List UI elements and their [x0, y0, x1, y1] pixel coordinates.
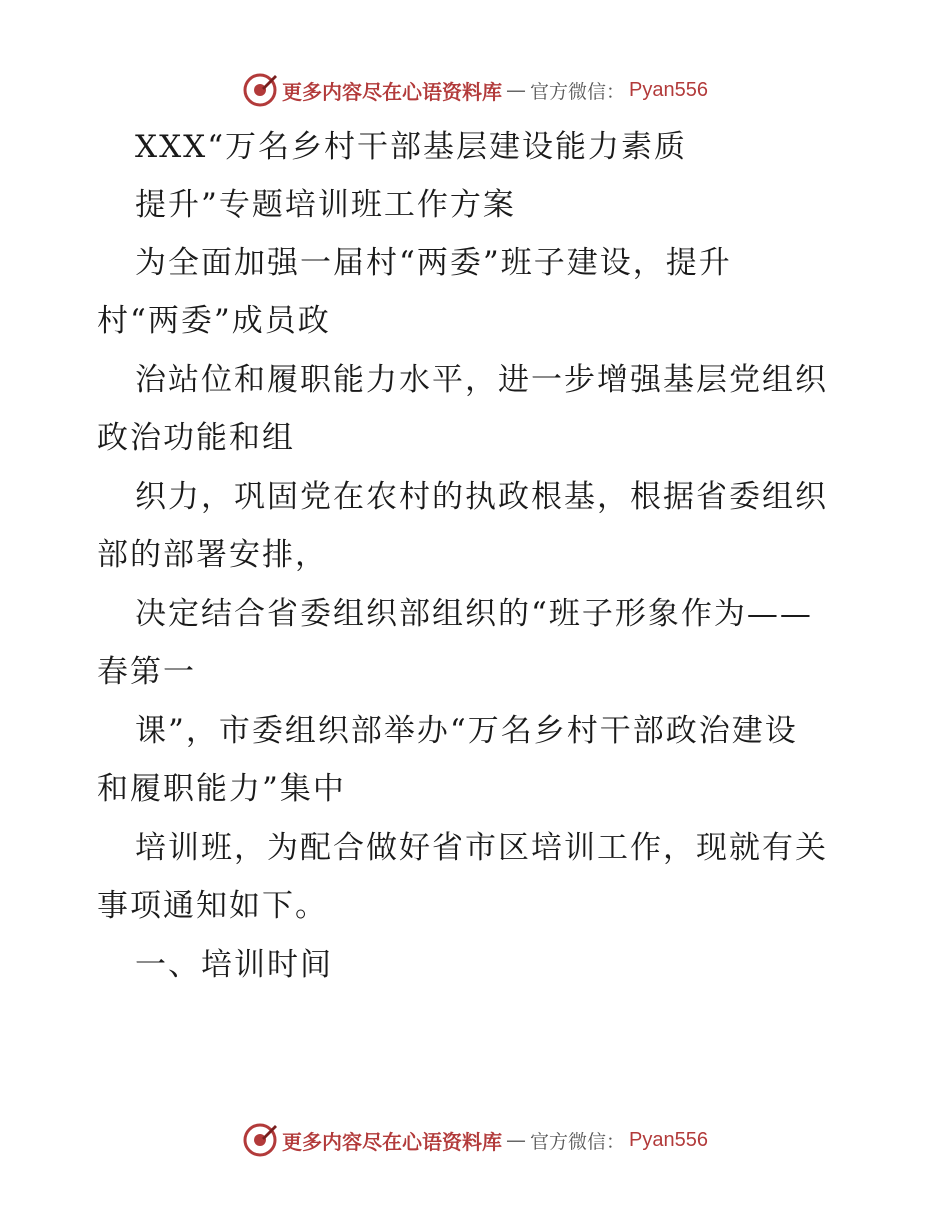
pen-logo-icon: [242, 1122, 278, 1158]
watermark-dash: —: [506, 1128, 526, 1152]
doc-line: 事项通知如下。: [97, 888, 328, 924]
watermark-brand: 更多内容尽在心语资料库: [282, 79, 502, 104]
pen-logo-icon: [242, 72, 278, 108]
watermark-wechat-id: Pyan556: [629, 78, 708, 101]
doc-line: 村“两委”成员政: [97, 303, 331, 339]
doc-line: 治站位和履职能力水平，进一步增强基层党组织: [135, 362, 828, 398]
doc-line: 决定结合省委组织部组织的“班子形象作为——: [135, 596, 813, 632]
header-watermark: [0, 70, 950, 110]
doc-section-heading: 一、培训时间: [135, 947, 333, 983]
watermark-dash: —: [506, 78, 526, 102]
footer-watermark: [0, 1120, 950, 1160]
doc-line: 课”，市委组织部举办“万名乡村干部政治建设: [135, 713, 798, 749]
doc-line: 培训班，为配合做好省市区培训工作，现就有关: [135, 830, 828, 866]
doc-line: 为全面加强一届村“两委”班子建设，提升: [135, 245, 732, 281]
watermark-brand: 更多内容尽在心语资料库: [282, 1129, 502, 1154]
watermark-wechat-id: Pyan556: [629, 1128, 708, 1151]
watermark-wechat-label: 官方微信：: [530, 80, 626, 103]
watermark-wechat-label: 官方微信：: [530, 1130, 626, 1153]
doc-title-line-1: XXX“万名乡村干部基层建设能力素质: [135, 129, 688, 165]
doc-line: 春第一: [97, 654, 196, 690]
doc-title-line-2: 提升”专题培训班工作方案: [135, 187, 516, 223]
doc-line: 织力，巩固党在农村的执政根基，根据省委组织: [135, 479, 828, 515]
doc-line: 政治功能和组: [97, 420, 295, 456]
doc-line: 和履职能力”集中: [97, 771, 346, 807]
doc-line: 部的部署安排，: [97, 537, 328, 573]
